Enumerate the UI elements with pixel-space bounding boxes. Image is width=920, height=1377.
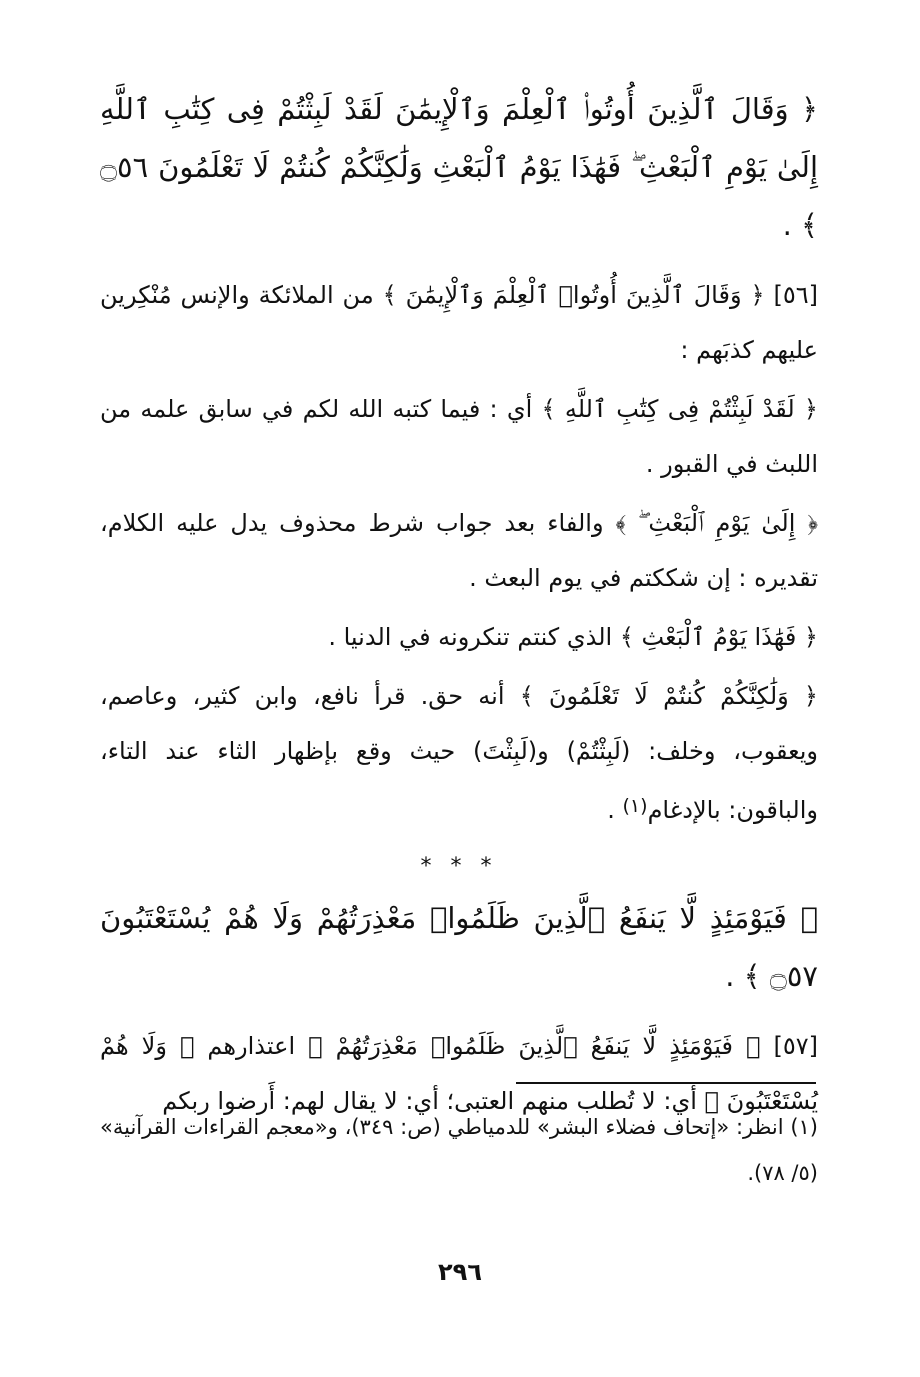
footnote-divider xyxy=(516,1082,816,1084)
footnote: (١) انظر: «إتحاف فضلاء البشر» للدمياطي (ص: ٣٤٩)، و«معجم القراءات القرآنية» (٥/ ٧٨). xyxy=(100,1115,818,1185)
quran-verse-56: ﴿ وَقَالَ ٱلَّذِينَ أُوتُوا۟ ٱلْعِلْمَ وَٱلْإِيمَٰنَ لَقَدْ لَبِثْتُمْ فِى كِتَٰبِ ٱللَّهِ إِلَىٰ يَوْمِ ٱلْبَعْثِ ۖ فَهَٰذَا يَوْمُ ٱلْبَعْثِ وَلَٰكِنَّكُمْ كُنتُمْ لَا تَعْلَمُونَ ۝٥٦ ﴾ . xyxy=(100,92,818,242)
commentary-56-readings-text: ﴿ وَلَٰكِنَّكُمْ كُنتُمْ لَا تَعْلَمُونَ ﴾ أنه حق. قرأ نافع، وابن كثير، وعاصم، ويعقوب، وخلف: (لَبِثْتُمْ) و(لَبِثْتَ) حيث وقع بإظهار الثاء عند التاء، والباقون: بالإدغام xyxy=(100,682,818,824)
page-number: ٢٩٦ xyxy=(438,1258,482,1286)
commentary-57: [٥٧] ﴿ فَيَوْمَئِذٍ لَّا يَنفَعُ ٱلَّذِينَ ظَلَمُوا۟ مَعْذِرَتُهُمْ ﴾ اعتذارهم ﴿ وَلَا هُمْ يُسْتَعْتَبُونَ ﴾ أي: لا تُطلب منهم العتبى؛ أي: لا يقال لهم: أَرضوا ربكم xyxy=(100,1032,818,1115)
commentary-56-intro: [٥٦] ﴿ وَقَالَ ٱلَّذِينَ أُوتُوا۟ ٱلْعِلْمَ وَٱلْإِيمَٰنَ ﴾ من الملائكة والإنس مُنْكِرين عليهم كذبَهم : xyxy=(100,281,818,364)
commentary-56-labith: ﴿ لَقَدْ لَبِثْتُمْ فِى كِتَٰبِ ٱللَّهِ ﴾ أي : فيما كتبه الله لكم في سابق علمه من اللبث في القبور . xyxy=(100,395,818,478)
page-body xyxy=(100,80,818,1133)
paragraph-end: . xyxy=(607,796,623,824)
section-separator: * * * xyxy=(420,854,498,879)
commentary-56-readings xyxy=(100,669,818,838)
quran-verse-57: ﴿ فَيَوْمَئِذٍ لَّا يَنفَعُ ٱلَّذِينَ ظَلَمُوا۟ مَعْذِرَتُهُمْ وَلَا هُمْ يُسْتَعْتَبُونَ ۝٥٧ ﴾ . xyxy=(100,901,818,993)
footnote-reference[interactable]: (١) xyxy=(622,795,648,817)
commentary-56-fahadha: ﴿ فَهَٰذَا يَوْمُ ٱلْبَعْثِ ﴾ الذي كنتم تنكرونه في الدنيا . xyxy=(328,623,818,651)
commentary-56-yawm-albaath: ﴿ إِلَىٰ يَوْمِ ٱلْبَعْثِ ۖ ﴾ والفاء بعد جواب شرط محذوف يدل عليه الكلام، تقديره : إن شككتم في يوم البعث . xyxy=(100,509,818,592)
